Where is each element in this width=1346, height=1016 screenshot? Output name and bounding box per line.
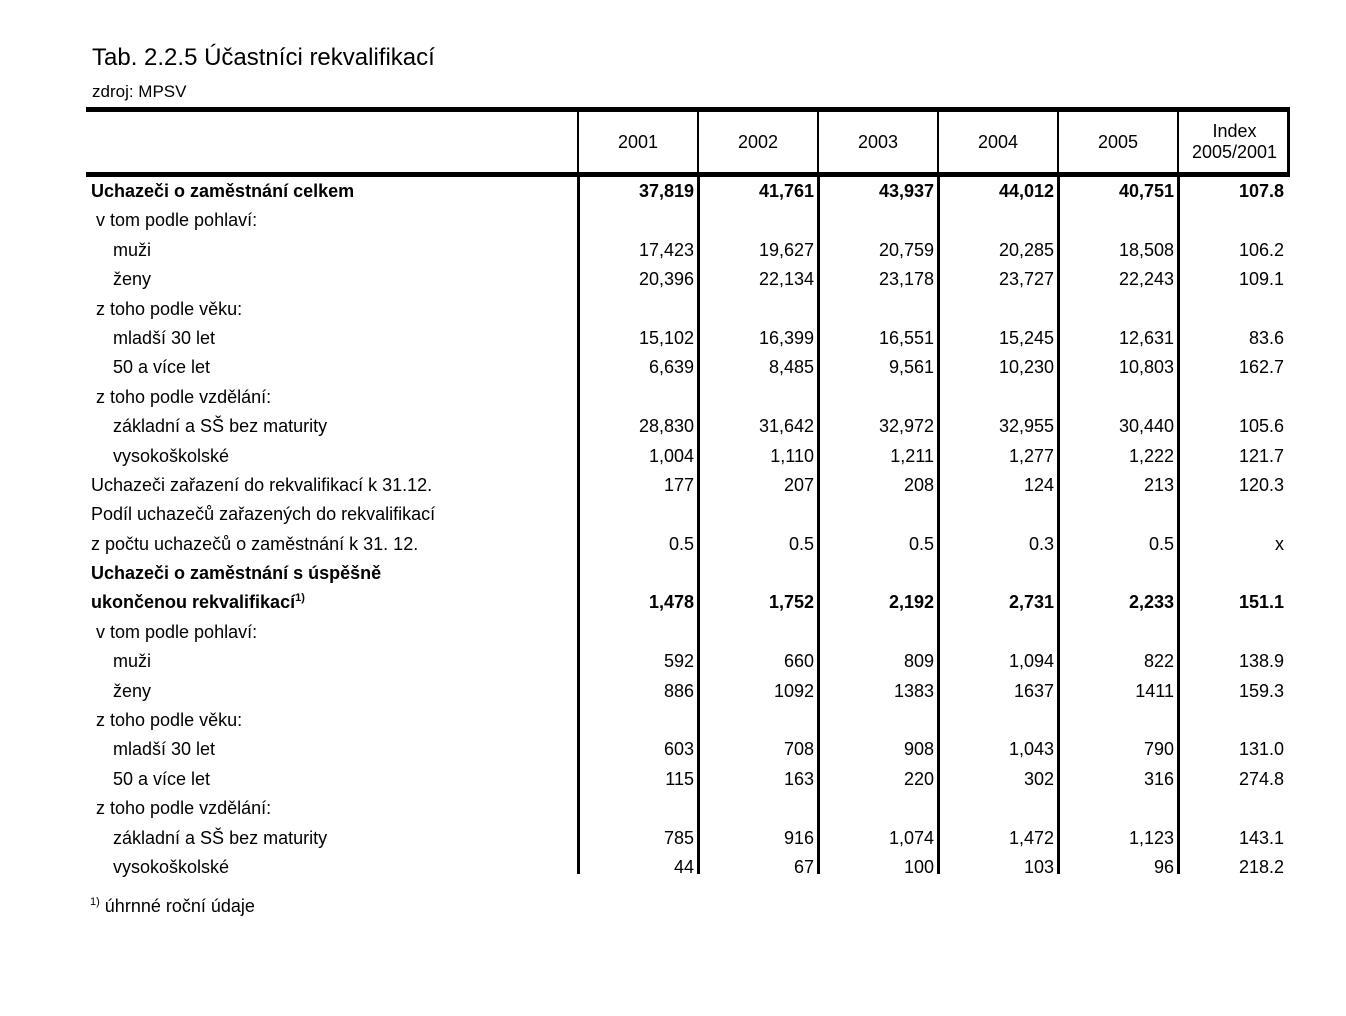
- row-label: [113, 357, 210, 378]
- cell-value: 106.2: [1238, 239, 1284, 260]
- cell-value: 138.9: [1238, 651, 1284, 672]
- table-row: [86, 588, 1290, 617]
- table-row: [86, 442, 1290, 471]
- cell-value: 592: [663, 651, 694, 672]
- row-label: [113, 446, 229, 467]
- cell-value: 2,233: [1128, 592, 1174, 613]
- cell-value: 22,243: [1118, 269, 1174, 290]
- row-label: [113, 769, 210, 790]
- cell-value: 1,211: [890, 445, 934, 466]
- col-header-index: [1177, 112, 1290, 172]
- table-row: [86, 471, 1290, 500]
- table-row: [86, 735, 1290, 764]
- cell-value: 10,230: [998, 357, 1054, 378]
- row-label: [96, 798, 271, 819]
- row-label-text: mladší 30 let: [113, 739, 216, 760]
- cell-value: 1,110: [770, 445, 814, 466]
- row-label-text: v tom podle pohlaví:: [96, 210, 258, 231]
- cell-value: 177: [663, 474, 694, 495]
- cell-value: 316: [1143, 768, 1174, 789]
- header-right-border: [1287, 107, 1290, 172]
- table-row: [86, 706, 1290, 735]
- cell-value: 12,631: [1118, 327, 1174, 348]
- table-row: [86, 765, 1290, 794]
- cell-value: 30,440: [1118, 416, 1174, 437]
- cell-value: 15,245: [998, 327, 1054, 348]
- row-label-text: Uchazeči o zaměstnání s úspěšně: [91, 563, 382, 584]
- row-label-text: vysokoškolské: [113, 856, 230, 877]
- table-row: [86, 853, 1290, 882]
- cell-value: 23,178: [878, 269, 934, 290]
- cell-value: 220: [903, 768, 934, 789]
- row-label-text: Podíl uchazečů zařazených do rekvalifikací: [91, 504, 436, 525]
- cell-value: 28,830: [638, 416, 694, 437]
- cell-value: 41,761: [758, 181, 814, 201]
- cell-value: 1092: [773, 680, 814, 701]
- cell-value: 103: [1023, 856, 1054, 877]
- cell-value: 83.6: [1248, 327, 1284, 348]
- cell-value: 96: [1153, 856, 1174, 877]
- cell-value: 822: [1143, 651, 1174, 672]
- row-label-text: muži: [113, 239, 152, 260]
- cell-value: 163: [783, 768, 814, 789]
- col-header-2001: 2001: [577, 112, 697, 172]
- cell-value: 17,423: [638, 239, 694, 260]
- row-label: [91, 592, 305, 613]
- col-header-2003: 2003: [817, 112, 937, 172]
- col-header-2005: 2005: [1057, 112, 1177, 172]
- row-label-text: základní a SŠ bez maturity: [113, 416, 328, 437]
- cell-value: 8,485: [768, 357, 814, 378]
- cell-value: 1,222: [1128, 445, 1174, 466]
- cell-value: 208: [903, 474, 934, 495]
- row-label-text: z toho podle vzdělání:: [96, 386, 272, 407]
- row-label: [91, 534, 418, 555]
- table-row: [86, 559, 1290, 588]
- row-label-text: v tom podle pohlaví:: [96, 621, 258, 642]
- cell-value: 20,285: [998, 239, 1054, 260]
- cell-value: 1,478: [648, 592, 694, 613]
- table-row: [86, 206, 1290, 235]
- cell-value: 37,819: [638, 181, 694, 201]
- cell-value: 100: [903, 856, 934, 877]
- cell-value: 109.1: [1238, 269, 1284, 290]
- table-body: [86, 177, 1290, 882]
- row-label: [113, 681, 151, 702]
- row-label-text: 50 a více let: [113, 768, 211, 789]
- cell-value: 785: [663, 827, 694, 848]
- cell-value: 603: [663, 739, 694, 760]
- column-divider: [1177, 172, 1180, 874]
- column-divider: [937, 172, 940, 874]
- cell-value: 218.2: [1238, 856, 1284, 877]
- table-row: [86, 412, 1290, 441]
- row-label: [96, 299, 242, 320]
- row-label: [96, 210, 257, 231]
- table-row: [86, 647, 1290, 676]
- cell-value: 1,123: [1128, 827, 1174, 848]
- row-label-text: z toho podle vzdělání:: [96, 798, 272, 819]
- row-label-text: ukončenou rekvalifikací: [91, 592, 296, 613]
- cell-value: 22,134: [758, 269, 814, 290]
- table-row: [86, 677, 1290, 706]
- table-row: [86, 265, 1290, 294]
- cell-value: 1,752: [768, 592, 814, 613]
- cell-value: 115: [665, 768, 694, 789]
- cell-value: 1,472: [1008, 827, 1054, 848]
- cell-value: 43,937: [878, 181, 934, 201]
- row-label: [113, 328, 215, 349]
- cell-value: 1637: [1013, 680, 1054, 701]
- cell-value: 916: [783, 827, 814, 848]
- data-table: [86, 107, 1290, 882]
- cell-value: 16,399: [758, 327, 814, 348]
- cell-value: 9,561: [888, 357, 934, 378]
- row-label-text: ženy: [113, 680, 152, 701]
- row-label: [91, 181, 354, 202]
- col-header-2002: 2002: [697, 112, 817, 172]
- cell-value: 20,759: [878, 239, 934, 260]
- row-label: [96, 387, 271, 408]
- column-divider: [817, 172, 820, 874]
- column-divider: [697, 172, 700, 874]
- cell-value: 20,396: [638, 269, 694, 290]
- cell-value: 0.5: [908, 533, 934, 554]
- cell-value: 10,803: [1118, 357, 1174, 378]
- cell-value: 0.3: [1028, 533, 1054, 554]
- row-label: [113, 857, 229, 878]
- cell-value: 67: [793, 856, 814, 877]
- cell-value: 19,627: [758, 239, 814, 260]
- cell-value: 15,102: [638, 327, 694, 348]
- row-label: [91, 504, 435, 525]
- cell-value: 1,043: [1008, 739, 1054, 760]
- cell-value: 1,094: [1008, 651, 1054, 672]
- cell-value: 0.5: [668, 533, 694, 554]
- cell-value: 2,731: [1008, 592, 1054, 613]
- row-label: [113, 651, 151, 672]
- row-label-text: vysokoškolské: [113, 445, 230, 466]
- row-label: [91, 475, 432, 496]
- cell-value: 32,972: [878, 416, 934, 437]
- column-divider: [577, 172, 580, 874]
- cell-value: 159.3: [1238, 680, 1284, 701]
- cell-value: 1383: [893, 680, 934, 701]
- cell-value: 1,004: [648, 445, 694, 466]
- row-label-text: základní a SŠ bez maturity: [113, 827, 328, 848]
- cell-value: 0.5: [788, 533, 814, 554]
- cell-value: 32,955: [998, 416, 1054, 437]
- cell-value: 6,639: [648, 357, 694, 378]
- cell-value: 2,192: [888, 592, 934, 613]
- source-note: zdroj: MPSV: [92, 82, 187, 101]
- row-label-text: mladší 30 let: [113, 327, 216, 348]
- table-row: [86, 383, 1290, 412]
- cell-value: 40,751: [1118, 181, 1174, 201]
- cell-value: 660: [783, 651, 814, 672]
- cell-value: 44: [673, 856, 694, 877]
- row-label-text: muži: [113, 651, 152, 672]
- cell-value: 213: [1143, 474, 1174, 495]
- cell-value: 151.1: [1238, 592, 1284, 613]
- row-label-text: z toho podle věku:: [96, 710, 243, 731]
- cell-value: 0.5: [1148, 533, 1174, 554]
- cell-value: 1,277: [1008, 445, 1054, 466]
- row-label: [113, 416, 327, 437]
- row-label-text: Uchazeči o zaměstnání celkem: [91, 181, 355, 201]
- cell-value: 274.8: [1238, 768, 1284, 789]
- table-row: [86, 618, 1290, 647]
- table-row: [86, 295, 1290, 324]
- index-header-line1: Index: [1212, 121, 1257, 141]
- row-label: [113, 739, 215, 760]
- cell-value: 31,642: [758, 416, 814, 437]
- cell-value: 124: [1023, 474, 1054, 495]
- cell-value: 107.8: [1238, 181, 1284, 201]
- table-row: [86, 824, 1290, 853]
- table-row: [86, 353, 1290, 382]
- cell-value: 708: [783, 739, 814, 760]
- cell-value: 1,074: [888, 827, 934, 848]
- cell-value: 120.3: [1238, 474, 1284, 495]
- footnote-mark: 1): [90, 896, 100, 908]
- cell-value: 162.7: [1238, 357, 1284, 378]
- table-header: [86, 107, 1290, 177]
- cell-value: 18,508: [1118, 239, 1174, 260]
- cell-value: 207: [783, 474, 814, 495]
- row-label-text: Uchazeči zařazení do rekvalifikací k 31.12.: [91, 474, 433, 495]
- cell-value: 131.0: [1238, 739, 1284, 760]
- table-row: [86, 236, 1290, 265]
- row-label: [91, 563, 381, 584]
- cell-value: 105.6: [1238, 416, 1284, 437]
- row-label: [113, 269, 151, 290]
- table-row: [86, 177, 1290, 206]
- cell-value: 23,727: [998, 269, 1054, 290]
- cell-value: x: [1275, 533, 1284, 554]
- row-label: [96, 622, 257, 643]
- table-title: Tab. 2.2.5 Účastníci rekvalifikací: [92, 44, 435, 71]
- row-label-text: z toho podle věku:: [96, 298, 243, 319]
- cell-value: 121.7: [1238, 445, 1284, 466]
- cell-value: 16,551: [878, 327, 934, 348]
- footnote-text: úhrnné roční údaje: [104, 896, 255, 916]
- row-label-text: ženy: [113, 269, 152, 290]
- row-label: [96, 710, 242, 731]
- row-label-text: z počtu uchazečů o zaměstnání k 31. 12.: [91, 533, 419, 554]
- cell-value: 1411: [1135, 680, 1174, 701]
- cell-value: 809: [903, 651, 934, 672]
- cell-value: 302: [1023, 768, 1054, 789]
- column-divider: [1057, 172, 1060, 874]
- cell-value: 44,012: [998, 181, 1054, 201]
- col-header-2004: 2004: [937, 112, 1057, 172]
- footnote-ref: 1): [295, 592, 305, 605]
- cell-value: 790: [1143, 739, 1174, 760]
- row-label-text: 50 a více let: [113, 357, 211, 378]
- table-row: [86, 324, 1290, 353]
- index-header-line2: 2005/2001: [1191, 142, 1278, 162]
- table-row: [86, 530, 1290, 559]
- table-row: [86, 794, 1290, 823]
- cell-value: 886: [663, 680, 694, 701]
- footnote: [90, 896, 255, 917]
- cell-value: 143.1: [1238, 827, 1284, 848]
- table-row: [86, 500, 1290, 529]
- row-label: [113, 828, 327, 849]
- row-label: [113, 240, 151, 261]
- cell-value: 908: [903, 739, 934, 760]
